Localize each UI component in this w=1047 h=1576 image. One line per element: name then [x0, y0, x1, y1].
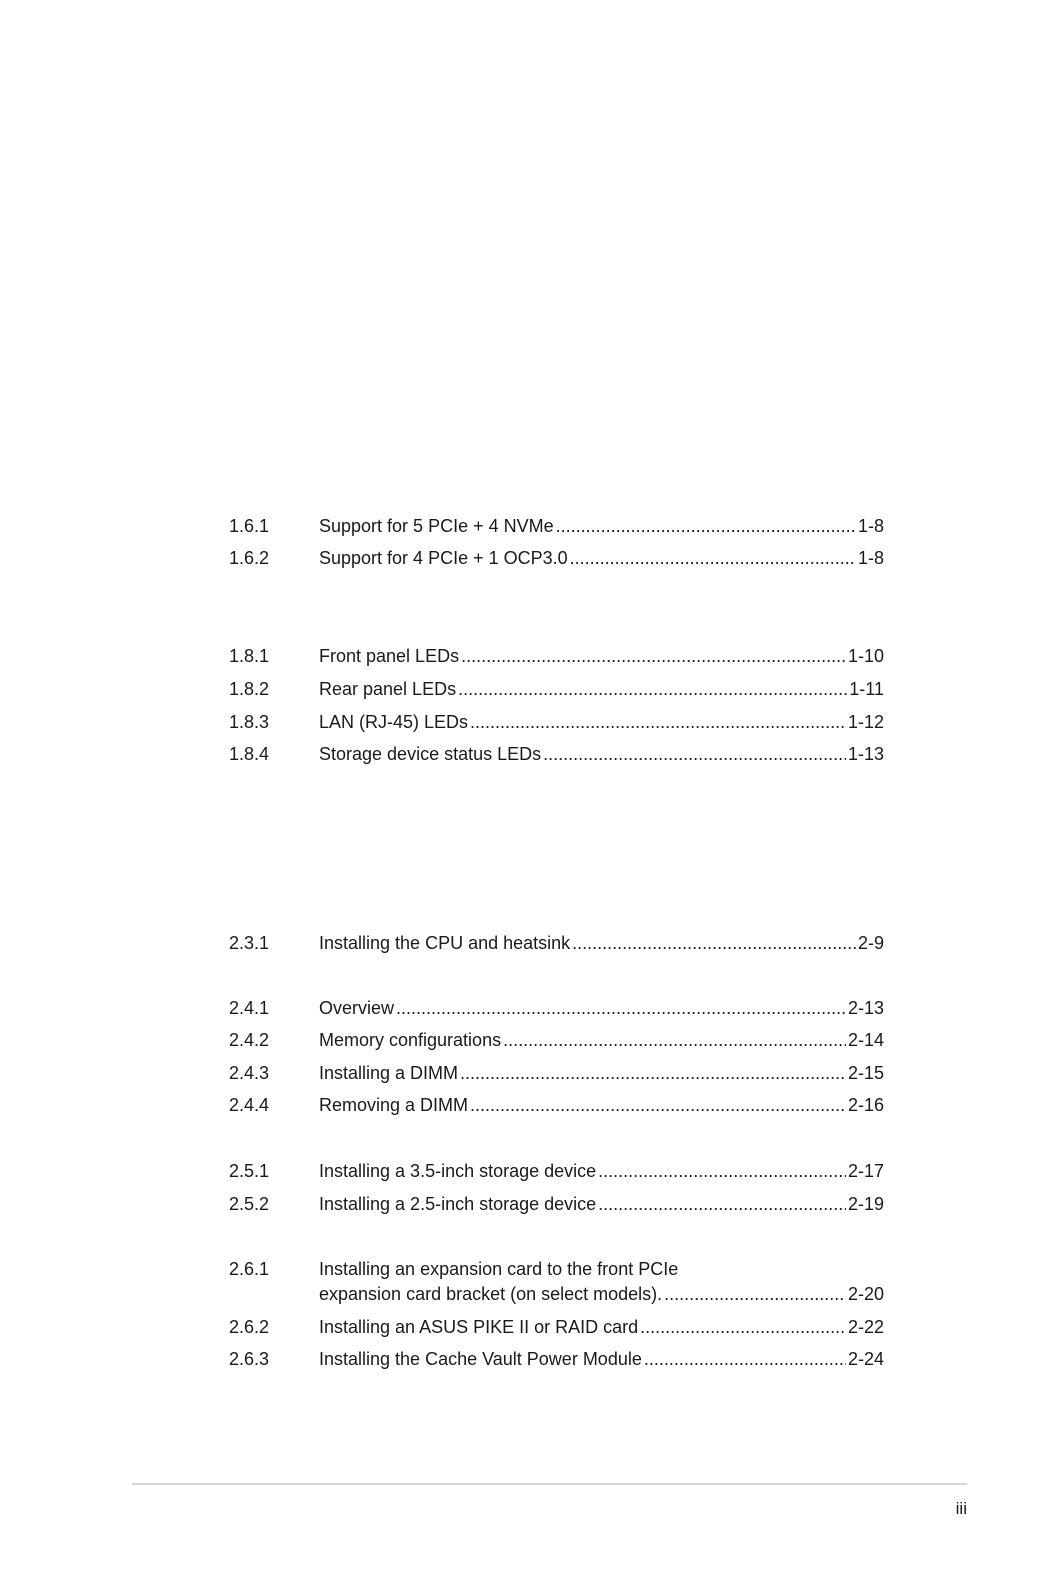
toc-entry-line [319, 741, 884, 767]
dot-leader [664, 1281, 846, 1307]
toc-entry-line [319, 1092, 884, 1118]
dot-leader [470, 709, 846, 735]
toc-entry-2-3-1[interactable] [229, 930, 884, 956]
dot-leader [598, 1158, 846, 1184]
toc-entry-title: Front panel LEDs [319, 646, 460, 666]
toc-entry-number: 2.4.4 [229, 1095, 270, 1115]
toc-entry-line [319, 930, 884, 956]
toc-entry-title: Installing the CPU and heatsink [319, 933, 571, 953]
toc-entry-number: 1.8.3 [229, 712, 270, 732]
toc-entry-page: 2-16 [847, 1095, 884, 1115]
toc-entry-page: 1-8 [857, 548, 884, 568]
toc-entry-line [319, 995, 884, 1021]
toc-entry-1-6-2[interactable] [229, 545, 884, 571]
toc-entry-page: 1-13 [847, 744, 884, 764]
toc-entry-line [319, 1314, 884, 1340]
dot-leader [598, 1191, 846, 1217]
toc-entry-2-4-4[interactable] [229, 1092, 884, 1118]
toc-entry-2-5-1[interactable] [229, 1158, 884, 1184]
dot-leader [461, 643, 846, 669]
toc-entry-number: 1.8.1 [229, 646, 270, 666]
toc-entry-page: 2-9 [857, 933, 884, 953]
toc-entry-line [319, 1060, 884, 1086]
toc-entry-page: 2-13 [847, 998, 884, 1018]
toc-entry-number: 1.8.4 [229, 744, 270, 764]
dot-leader [503, 1027, 846, 1053]
dot-leader [470, 1092, 846, 1118]
toc-entry-title: Installing a 3.5-inch storage device [319, 1161, 597, 1181]
toc-entry-line [319, 1027, 884, 1053]
toc-entry-1-8-3[interactable] [229, 709, 884, 735]
toc-entry-page: 1-10 [847, 646, 884, 666]
toc-entry-number: 2.6.1 [229, 1259, 270, 1279]
toc-entry-line [319, 1191, 884, 1217]
dot-leader [640, 1314, 846, 1340]
toc-entry-2-4-1[interactable] [229, 995, 884, 1021]
toc-entry-number: 2.4.3 [229, 1063, 270, 1083]
toc-entry-line [319, 1158, 884, 1184]
toc-entry-page: 1-12 [847, 712, 884, 732]
toc-entry-1-8-4[interactable] [229, 741, 884, 767]
toc-entry-number: 1.6.1 [229, 516, 270, 536]
toc-entry-number: 2.4.2 [229, 1030, 270, 1050]
toc-entry-title: Installing a DIMM [319, 1063, 459, 1083]
toc-entry-line [319, 545, 884, 571]
toc-entry-line [319, 1346, 884, 1372]
toc-entry-title: LAN (RJ-45) LEDs [319, 712, 469, 732]
toc-entry-2-6-3[interactable] [229, 1346, 884, 1372]
toc-entry-title: Removing a DIMM [319, 1095, 469, 1115]
toc-entry-title: Installing an ASUS PIKE II or RAID card [319, 1317, 639, 1337]
toc-entry-number: 2.5.1 [229, 1161, 270, 1181]
toc-entry-title: Overview [319, 998, 395, 1018]
toc-entry-page: 1-8 [857, 516, 884, 536]
toc-entry-title: Installing a 2.5-inch storage device [319, 1194, 597, 1214]
toc-entry-2-4-2[interactable] [229, 1027, 884, 1053]
toc-entry-page: 2-17 [847, 1161, 884, 1181]
toc-entry-number: 2.6.3 [229, 1349, 270, 1369]
toc-entry-page: 2-22 [847, 1317, 884, 1337]
dot-leader [396, 995, 846, 1021]
toc-entry-page: 2-14 [847, 1030, 884, 1050]
toc-entry-line [319, 709, 884, 735]
dot-leader [556, 513, 856, 539]
dot-leader [572, 930, 856, 956]
dot-leader [460, 1060, 846, 1086]
toc-entry-line [319, 676, 884, 702]
dot-leader [543, 741, 846, 767]
toc-entry-page: 2-15 [847, 1063, 884, 1083]
toc-entry-title: Memory configurations [319, 1030, 502, 1050]
footer-rule [132, 1483, 967, 1485]
toc-entry-page: 2-19 [847, 1194, 884, 1214]
toc-entry-2-6-2[interactable] [229, 1314, 884, 1340]
toc-entry-title: Support for 5 PCIe + 4 NVMe [319, 516, 554, 536]
toc-entry-number: 1.8.2 [229, 679, 270, 699]
toc-entry-page: 2-24 [847, 1349, 884, 1369]
toc-entry-number: 2.4.1 [229, 998, 270, 1018]
toc-entry-number: 2.6.2 [229, 1317, 270, 1337]
toc-entry-title: Support for 4 PCIe + 1 OCP3.0 [319, 548, 568, 568]
toc-entry-1-8-2[interactable] [229, 676, 884, 702]
toc-entry-title-line1: Installing an expansion card to the front PCIe [319, 1259, 679, 1279]
toc-entry-line [319, 643, 884, 669]
dot-leader [570, 545, 856, 571]
toc-entry-title: Rear panel LEDs [319, 679, 457, 699]
toc-entry-2-6-1[interactable] [229, 1256, 884, 1308]
toc-entry-2-5-2[interactable] [229, 1191, 884, 1217]
toc-entry-number: 1.6.2 [229, 548, 270, 568]
toc-entry-title: expansion card bracket (on select models). [319, 1284, 663, 1304]
toc-entry-title: Installing the Cache Vault Power Module [319, 1349, 642, 1369]
toc-entry-2-4-3[interactable] [229, 1060, 884, 1086]
toc-entry-number: 2.5.2 [229, 1194, 270, 1214]
toc-entry-1-8-1[interactable] [229, 643, 884, 669]
toc-entry-title: Storage device status LEDs [319, 744, 542, 764]
dot-leader [644, 1346, 846, 1372]
dot-leader [458, 676, 847, 702]
toc-entry-line [319, 513, 884, 539]
toc-entry-line [319, 1281, 884, 1307]
page-number: iii [955, 1499, 967, 1518]
toc-entry-number: 2.3.1 [229, 933, 270, 953]
toc-entry-1-6-1[interactable] [229, 513, 884, 539]
toc-entry-page: 1-11 [849, 679, 884, 699]
toc-entry-page: 2-20 [847, 1284, 884, 1304]
